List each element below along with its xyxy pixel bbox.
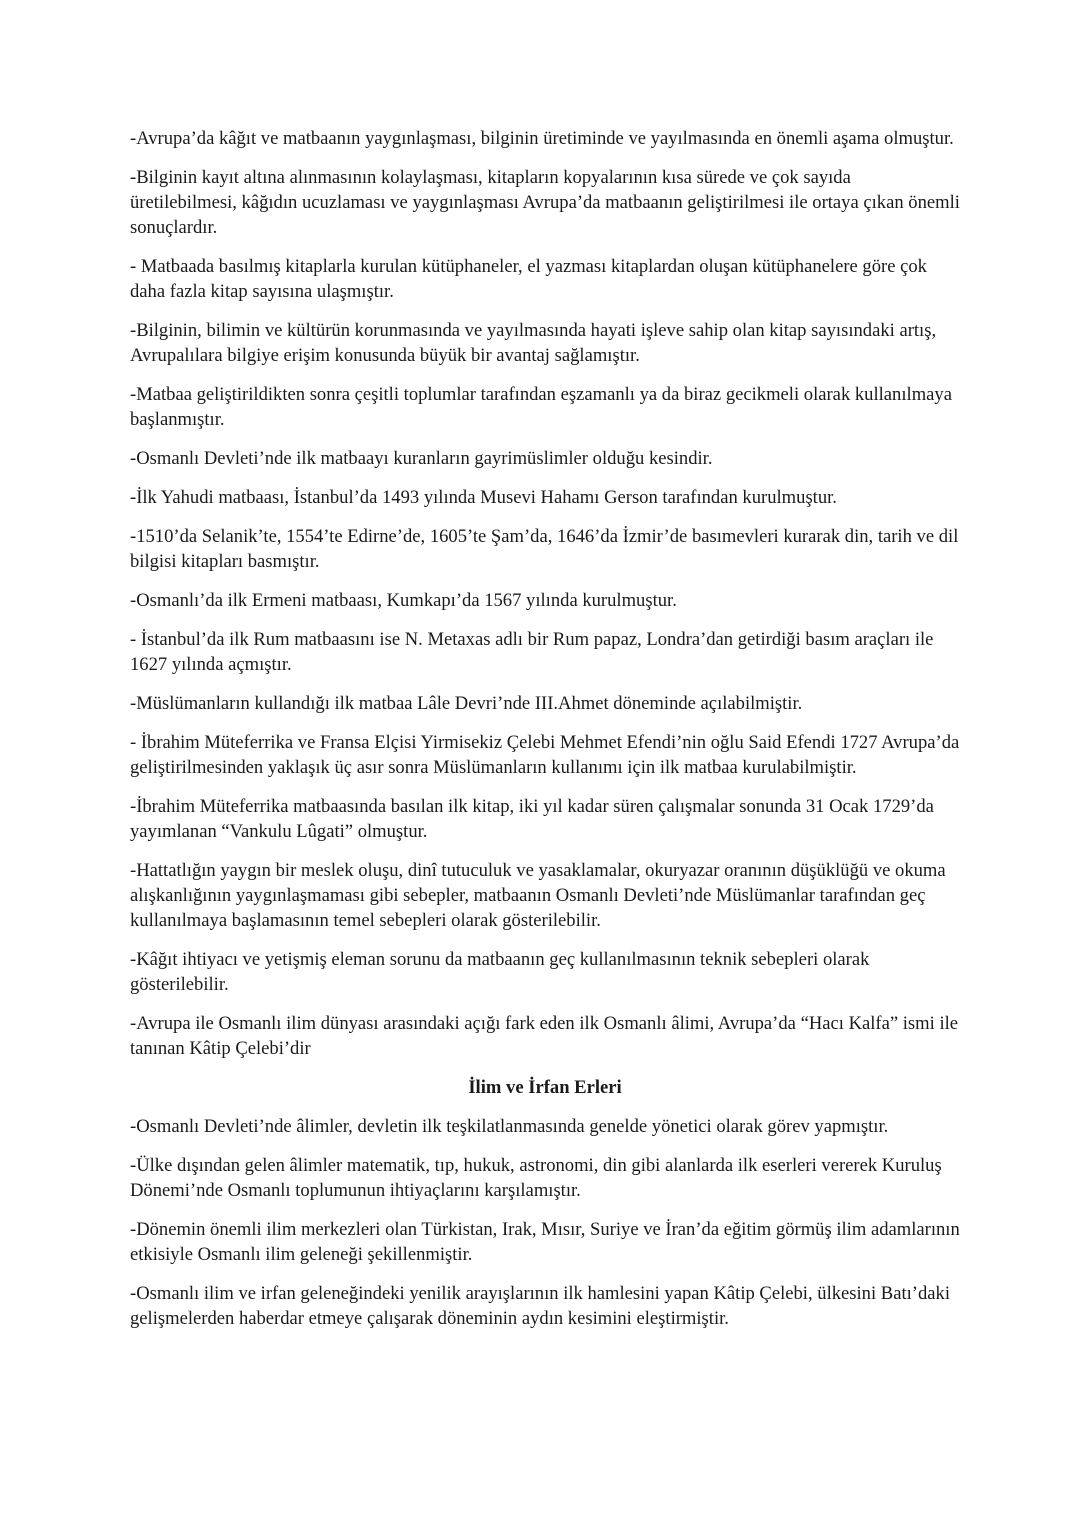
document-page <box>130 126 960 1345</box>
paragraph-ilim-merkezleri: -Dönemin önemli ilim merkezleri olan Türkistan, Irak, Mısır, Suriye ve İran’da eğitim görmüş ilim adamlarının etkisiyle Osmanlı ilim geleneği şekillenmiştir. <box>130 1219 960 1265</box>
paragraph-musluman-matbaa: -Müslümanların kullandığı ilk matbaa Lâle Devri’nde III.Ahmet döneminde açılabilmiştir. <box>130 693 803 714</box>
paragraph-teknik-sebepler: -Kâğıt ihtiyacı ve yetişmiş eleman sorunu da matbaanın geç kullanılmasının teknik sebepleri olarak gösterilebilir. <box>130 949 870 995</box>
paragraph-rum-matbaasi: - İstanbul’da ilk Rum matbaasını ise N. Metaxas adlı bir Rum papaz, Londra’dan getirdiği basım araçları ile 1627 yılında açmıştır. <box>130 629 934 675</box>
paragraph-kitap-sayisi-artis: -Bilginin, bilimin ve kültürün korunmasında ve yayılmasında hayati işleve sahip olan kitap sayısındaki artış, Avrupalılara bilgiye erişim konusunda büyük bir avantaj sağlamıştır. <box>130 320 937 366</box>
paragraph-basimevleri: -1510’da Selanik’te, 1554’te Edirne’de, 1605’te Şam’da, 1646’da İzmir’de basımevleri kurarak din, tarih ve dil bilgisi kitapları basmıştır. <box>130 526 959 572</box>
paragraph-gayrimuslimler: -Osmanlı Devleti’nde ilk matbaayı kuranların gayrimüslimler olduğu kesindir. <box>130 448 713 469</box>
paragraph-yahudi-matbaasi: -İlk Yahudi matbaası, İstanbul’da 1493 yılında Musevi Hahamı Gerson tarafından kurulmuştur. <box>130 487 837 508</box>
paragraph-vankulu-lugati: -İbrahim Müteferrika matbaasında basılan ilk kitap, iki yıl kadar süren çalışmalar sonunda 31 Ocak 1729’da yayımlanan “Vankulu Lûgati” olmuştur. <box>130 796 934 842</box>
paragraph-avrupa-kagit-matbaa: -Avrupa’da kâğıt ve matbaanın yaygınlaşması, bilginin üretiminde ve yayılmasında en önemli aşama olmuştur. <box>130 128 954 149</box>
paragraph-gec-kullanim-sebepleri: -Hattatlığın yaygın bir meslek oluşu, dinî tutuculuk ve yasaklamalar, okuryazar oranının düşüklüğü ve okuma alışkanlığının yaygınlaşmaması gibi sebepler, matbaanın Osmanlı Devleti’nde Müslümanlar tarafından geç kullanılmaya başlamasının temel sebepleri olarak gösterilebilir. <box>130 860 946 931</box>
paragraph-matbaada-kutuphaneler: - Matbaada basılmış kitaplarla kurulan kütüphaneler, el yazması kitaplardan oluşan kütüphanelere göre çok daha fazla kitap sayısına ulaşmıştır. <box>130 256 927 302</box>
paragraph-katip-celebi-haci-kalfa: -Avrupa ile Osmanlı ilim dünyası arasındaki açığı fark eden ilk Osmanlı âlimi, Avrupa’da “Hacı Kalfa” ismi ile tanınan Kâtip Çelebi’dir <box>130 1013 959 1059</box>
paragraph-ermeni-matbaasi: -Osmanlı’da ilk Ermeni matbaası, Kumkapı’da 1567 yılında kurulmuştur. <box>130 590 677 611</box>
paragraph-alimler-yonetici: -Osmanlı Devleti’nde âlimler, devletin ilk teşkilatlanmasında genelde yönetici olarak görev yapmıştır. <box>130 1116 889 1137</box>
paragraph-katip-celebi-yenilik: -Osmanlı ilim ve irfan geleneğindeki yenilik arayışlarının ilk hamlesini yapan Kâtip Çelebi, ülkesini Batı’daki gelişmelerden haberdar etmeye çalışarak döneminin aydın kesimini eleştirmiştir. <box>130 1283 950 1329</box>
paragraph-ulke-disi-alimler: -Ülke dışından gelen âlimler matematik, tıp, hukuk, astronomi, din gibi alanlarda ilk eserleri vererek Kuruluş Dönemi’nde Osmanlı toplumunun ihtiyaçlarını karşılamıştır. <box>130 1155 942 1201</box>
section-heading: İlim ve İrfan Erleri <box>468 1077 622 1098</box>
paragraph-matbaa-toplumlar: -Matbaa geliştirildikten sonra çeşitli toplumlar tarafından eşzamanlı ya da biraz gecikmeli olarak kullanılmaya başlanmıştır. <box>130 384 952 430</box>
paragraph-ibrahim-muteferrika-said-efendi: - İbrahim Müteferrika ve Fransa Elçisi Yirmisekiz Çelebi Mehmet Efendi’nin oğlu Said Efendi 1727 Avrupa’da geliştirilmesinden yaklaşık üç asır sonra Müslümanların kullanımı için ilk matbaa kurulabilmiştir. <box>130 732 960 778</box>
paragraph-bilginin-kayit: -Bilginin kayıt altına alınmasının kolaylaşması, kitapların kopyalarının kısa sürede ve çok sayıda üretilebilmesi, kâğıdın ucuzlaması ve yaygınlaşması Avrupa’da matbaanın geliştirilmesi ile ortaya çıkan önemli sonuçlardır. <box>130 167 960 238</box>
